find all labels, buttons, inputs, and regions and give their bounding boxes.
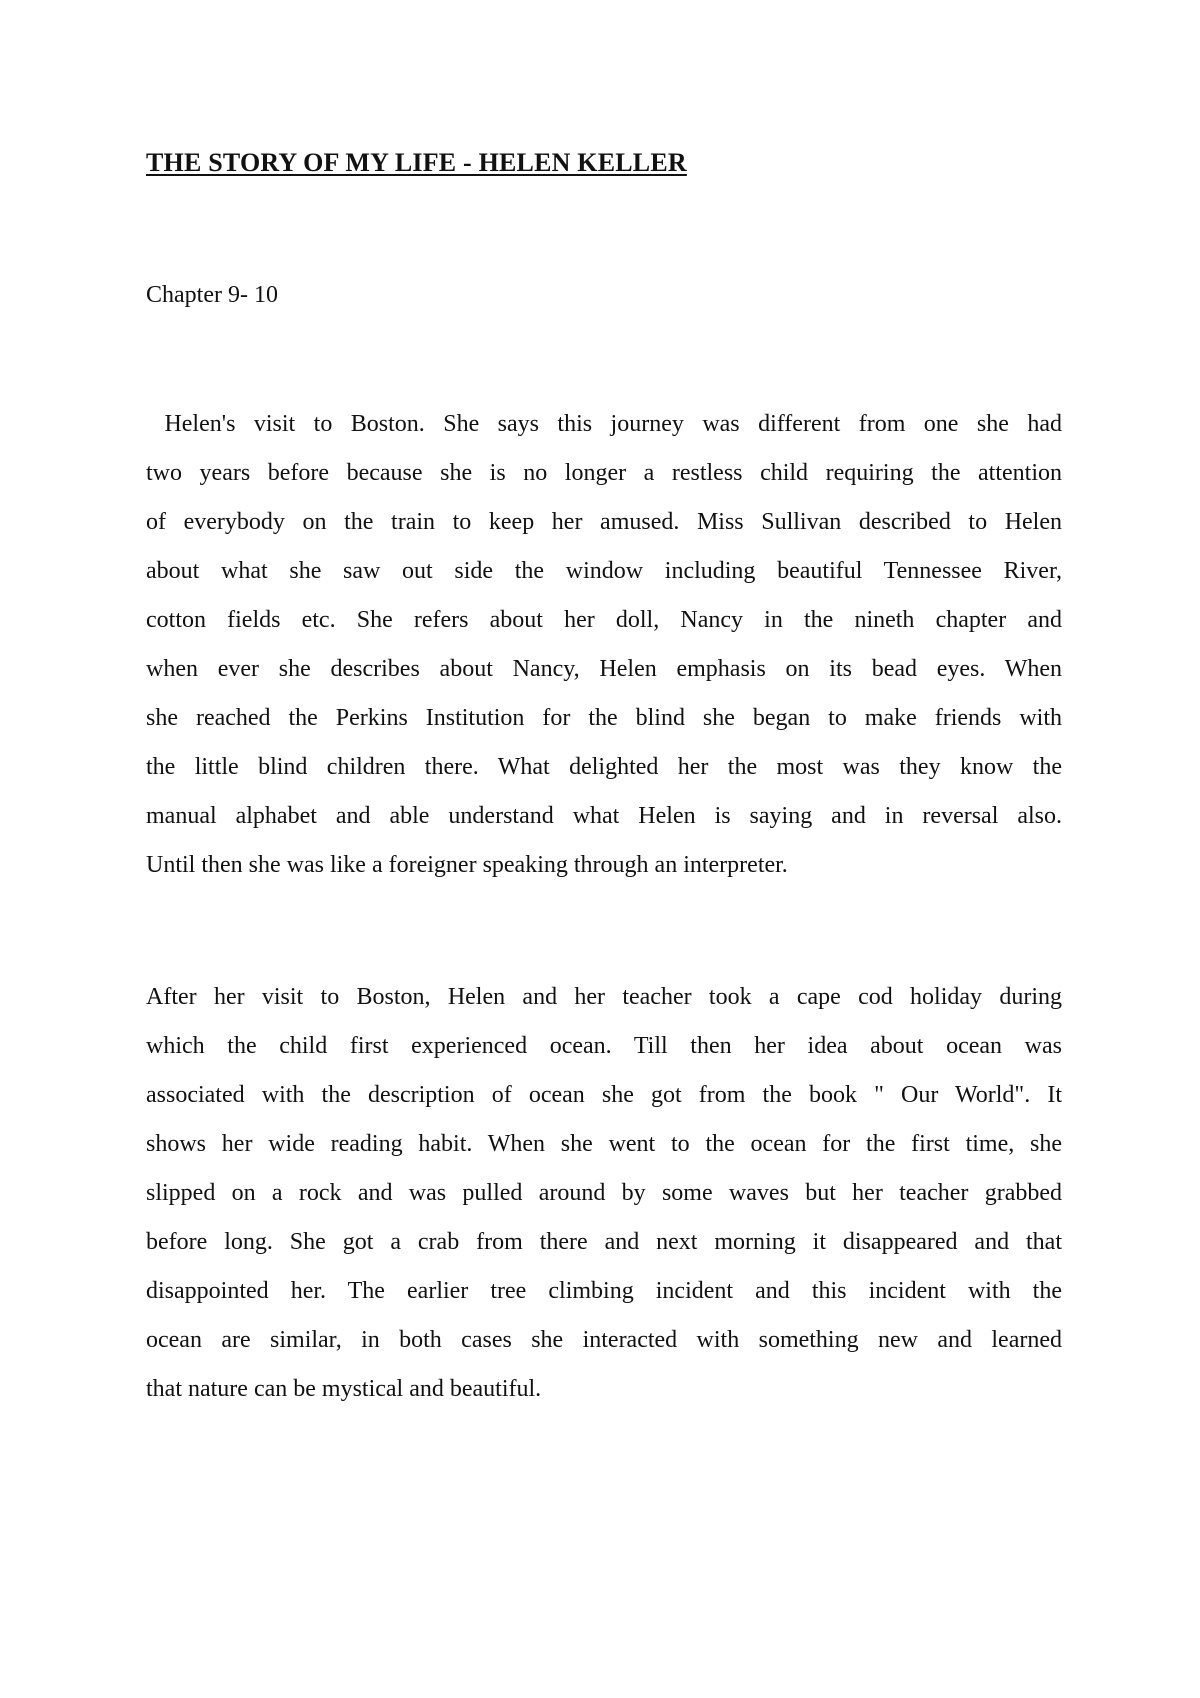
paragraph-line: After her visit to Boston, Helen and her teacher took a cape cod holiday during <box>146 984 1062 1010</box>
chapter-heading: Chapter 9- 10 <box>146 282 278 308</box>
paragraph-line: cotton fields etc. She refers about her doll, Nancy in the nineth chapter and <box>146 607 1062 633</box>
paragraph-line: she reached the Perkins Institution for the blind she began to make friends with <box>146 705 1062 731</box>
paragraph-line: of everybody on the train to keep her amused. Miss Sullivan described to Helen <box>146 509 1062 535</box>
paragraph-boston-visit <box>146 400 1062 890</box>
paragraph-line: two years before because she is no longer a restless child requiring the attention <box>146 460 1062 486</box>
paragraph-line: when ever she describes about Nancy, Helen emphasis on its bead eyes. When <box>146 656 1062 682</box>
paragraph-line: Until then she was like a foreigner speaking through an interpreter. <box>146 852 788 878</box>
paragraph-line: disappointed her. The earlier tree climbing incident and this incident with the <box>146 1278 1062 1304</box>
paragraph-line: manual alphabet and able understand what Helen is saying and in reversal also. <box>146 803 1062 829</box>
paragraph-line: slipped on a rock and was pulled around by some waves but her teacher grabbed <box>146 1180 1062 1206</box>
paragraph-line: that nature can be mystical and beautiful. <box>146 1376 542 1402</box>
paragraph-line: before long. She got a crab from there and next morning it disappeared and that <box>146 1229 1062 1255</box>
paragraph-cape-cod-holiday <box>146 973 1062 1414</box>
paragraph-line: which the child first experienced ocean. Till then her idea about ocean was <box>146 1033 1062 1059</box>
paragraph-line: Helen's visit to Boston. She says this journey was different from one she had <box>146 411 1062 437</box>
paragraph-line: associated with the description of ocean she got from the book " Our World". It <box>146 1082 1062 1108</box>
paragraph-line: shows her wide reading habit. When she went to the ocean for the first time, she <box>146 1131 1062 1157</box>
paragraph-line: ocean are similar, in both cases she interacted with something new and learned <box>146 1327 1062 1353</box>
document-title: THE STORY OF MY LIFE - HELEN KELLER <box>146 148 687 177</box>
paragraph-line: the little blind children there. What delighted her the most was they know the <box>146 754 1062 780</box>
paragraph-line: about what she saw out side the window including beautiful Tennessee River, <box>146 558 1062 584</box>
